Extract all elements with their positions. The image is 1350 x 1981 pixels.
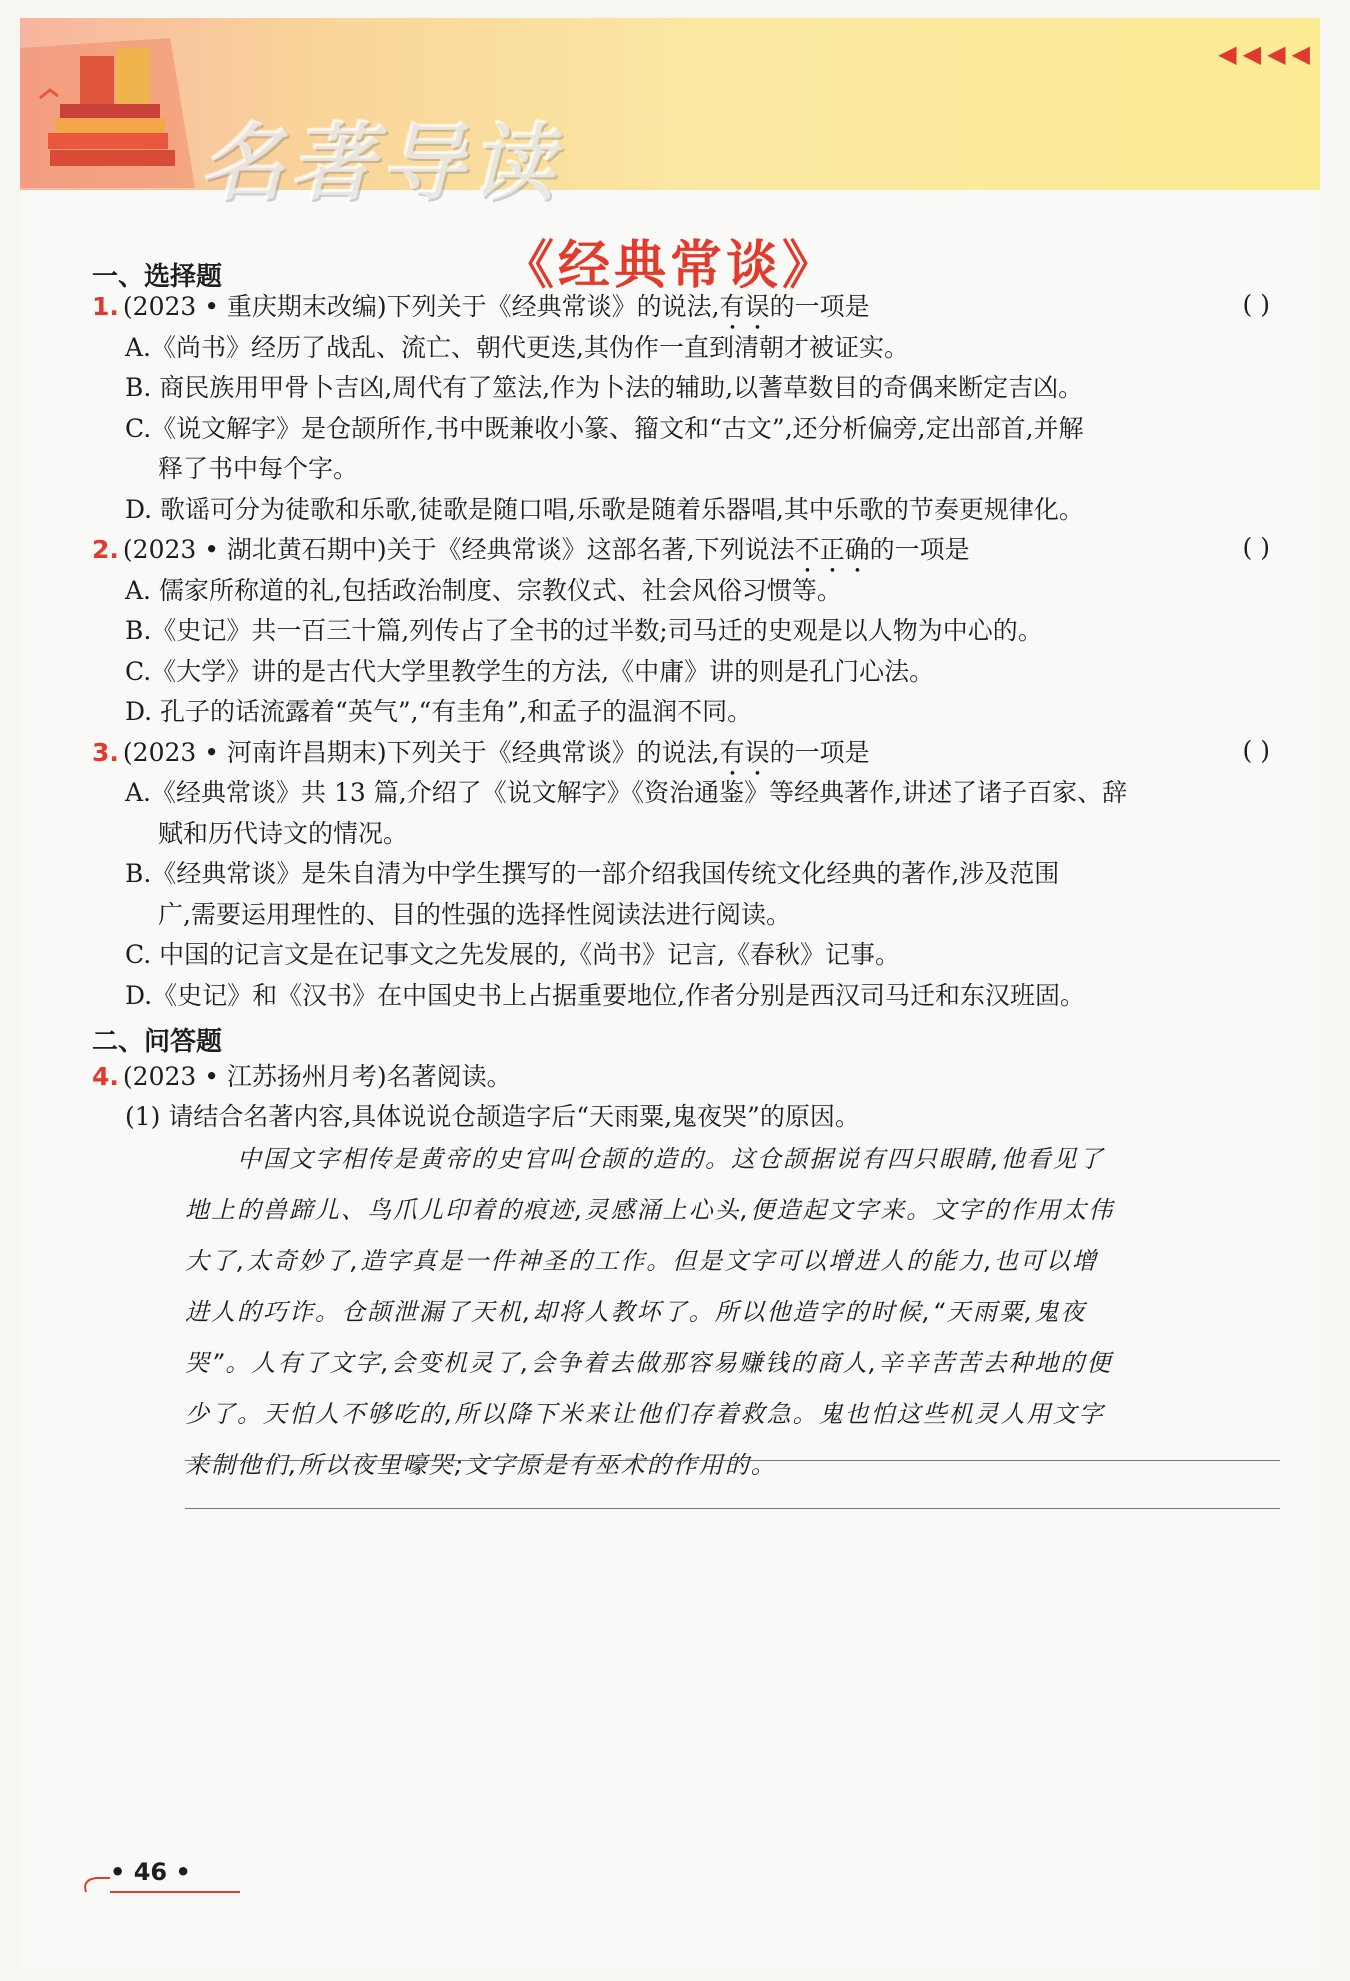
stem-text: 的一项是 [769,292,870,321]
option-a: A. 儒家所称道的礼,包括政治制度、宗教仪式、社会风俗习惯等。 [125,576,842,605]
reading-passage [185,1134,1285,1491]
passage-line: 哭”。人有了文字,会变机灵了,会争着去做那容易赚钱的商人,辛辛苦苦去种地的便 [185,1349,1113,1377]
page [20,18,1320,1968]
passage-line: 大了,太奇妙了,造字真是一件神圣的工作。但是文字可以增进人的能力,也可以增 [185,1247,1098,1275]
option-c: C.《说文解字》是仓颉所作,书中既兼收小篆、籀文和“古文”,还分析偏旁,定出部首,并解 [125,414,1084,443]
answer-bracket[interactable]: ( ) [1242,290,1270,319]
option-b: B.《经典常谈》是朱自清为中学生撰写的一部介绍我国传统文化经典的著作,涉及范围 [125,859,1060,888]
option-a: A.《经典常谈》共 13 篇,介绍了《说文解字》《资治通鉴》等经典著作,讲述了诸子百家、辞 [125,778,1128,807]
left-arrow-icon: ◀ [1267,40,1286,68]
emphasis-text: 有误 [719,738,770,767]
stem-text: 的一项是 [869,535,970,564]
option-a-cont: 赋和历代诗文的情况。 [158,819,409,848]
emphasis-text: 有误 [719,292,770,321]
stem-text: 的一项是 [769,738,870,767]
page-number: • 46 • [110,1858,191,1886]
stem-text: (2023 • 重庆期末改编)下列关于《经典常谈》的说法, [122,292,720,321]
stem-text: (2023 • 河南许昌期末)下列关于《经典常谈》的说法, [122,738,720,767]
passage-line: 地上的兽蹄儿、鸟爪儿印着的痕迹,灵感涌上心头,便造起文字来。文字的作用太伟 [185,1196,1115,1224]
answer-bracket[interactable]: ( ) [1242,736,1270,765]
emphasis-text: 不正确 [794,535,870,564]
question-number: 1. [92,292,119,321]
question-number: 3. [92,738,119,767]
left-arrow-icon: ◀ [1218,40,1237,68]
question-number: 2. [92,535,119,564]
books-illustration-icon [20,38,195,188]
stem-text: (2023 • 湖北黄石期中)关于《经典常谈》这部名著,下列说法 [122,535,795,564]
question-4-stem [92,1060,512,1094]
banner-title: 名著导读 [200,114,561,212]
answer-line[interactable] [185,1460,1280,1461]
option-d: D. 孔子的话流露着“英气”,“有圭角”,和孟子的温润不同。 [125,697,753,726]
arrow-decoration [1218,40,1310,68]
passage-line: 中国文字相传是黄帝的史官叫仓颉的造的。这仓颉据说有四只眼睛,他看见了 [185,1145,1105,1173]
option-c: C.《大学》讲的是古代大学里教学生的方法,《中庸》讲的则是孔门心法。 [125,657,935,686]
option-b: B. 商民族用甲骨卜吉凶,周代有了筮法,作为卜法的辅助,以蓍草数目的奇偶来断定吉凶。 [125,373,1084,402]
option-d: D.《史记》和《汉书》在中国史书上占据重要地位,作者分别是西汉司马迁和东汉班固。 [125,981,1086,1010]
option-c-cont: 释了书中每个字。 [158,454,359,483]
option-c: C. 中国的记言文是在记事文之先发展的,《尚书》记言,《春秋》记事。 [125,940,901,969]
option-a: A.《尚书》经历了战乱、流亡、朝代更迭,其伪作一直到清朝才被证实。 [125,333,909,362]
question-number: 4. [92,1062,119,1091]
stem-text: (2023 • 江苏扬州月考)名著阅读。 [122,1062,512,1091]
left-arrow-icon: ◀ [1242,40,1262,68]
answer-bracket[interactable]: ( ) [1242,533,1270,562]
question-2-stem [92,533,970,579]
passage-line: 少了。天怕人不够吃的,所以降下米来让他们存着救急。鬼也怕这些机灵人用文字 [185,1400,1105,1428]
passage-line: 进人的巧诈。仓颉泄漏了天机,却将人教坏了。所以他造字的时候,“天雨粟,鬼夜 [185,1298,1087,1326]
question-1-stem [92,290,870,336]
left-arrow-icon: ◀ [1291,40,1310,68]
option-d: D. 歌谣可分为徒歌和乐歌,徒歌是随口唱,乐歌是随着乐器唱,其中乐歌的节奏更规律化。 [125,495,1084,524]
option-b-cont: 广,需要运用理性的、目的性强的选择性阅读法进行阅读。 [158,900,791,929]
option-b: B.《史记》共一百三十篇,列传占了全书的过半数;司马迁的史观是以人物为中心的。 [125,616,1043,645]
answer-line[interactable] [185,1508,1280,1509]
section-heading-qa: 二、问答题 [92,1027,223,1057]
book-title: 《经典常谈》 [501,236,838,296]
section-heading-choice: 一、选择题 [92,262,223,292]
sub-question-1: (1) 请结合名著内容,具体说说仓颉造字后“天雨粟,鬼夜哭”的原因。 [125,1102,860,1131]
passage-line: 来制他们,所以夜里嚎哭;文字原是有巫术的作用的。 [185,1451,777,1479]
header-banner [20,18,1320,212]
